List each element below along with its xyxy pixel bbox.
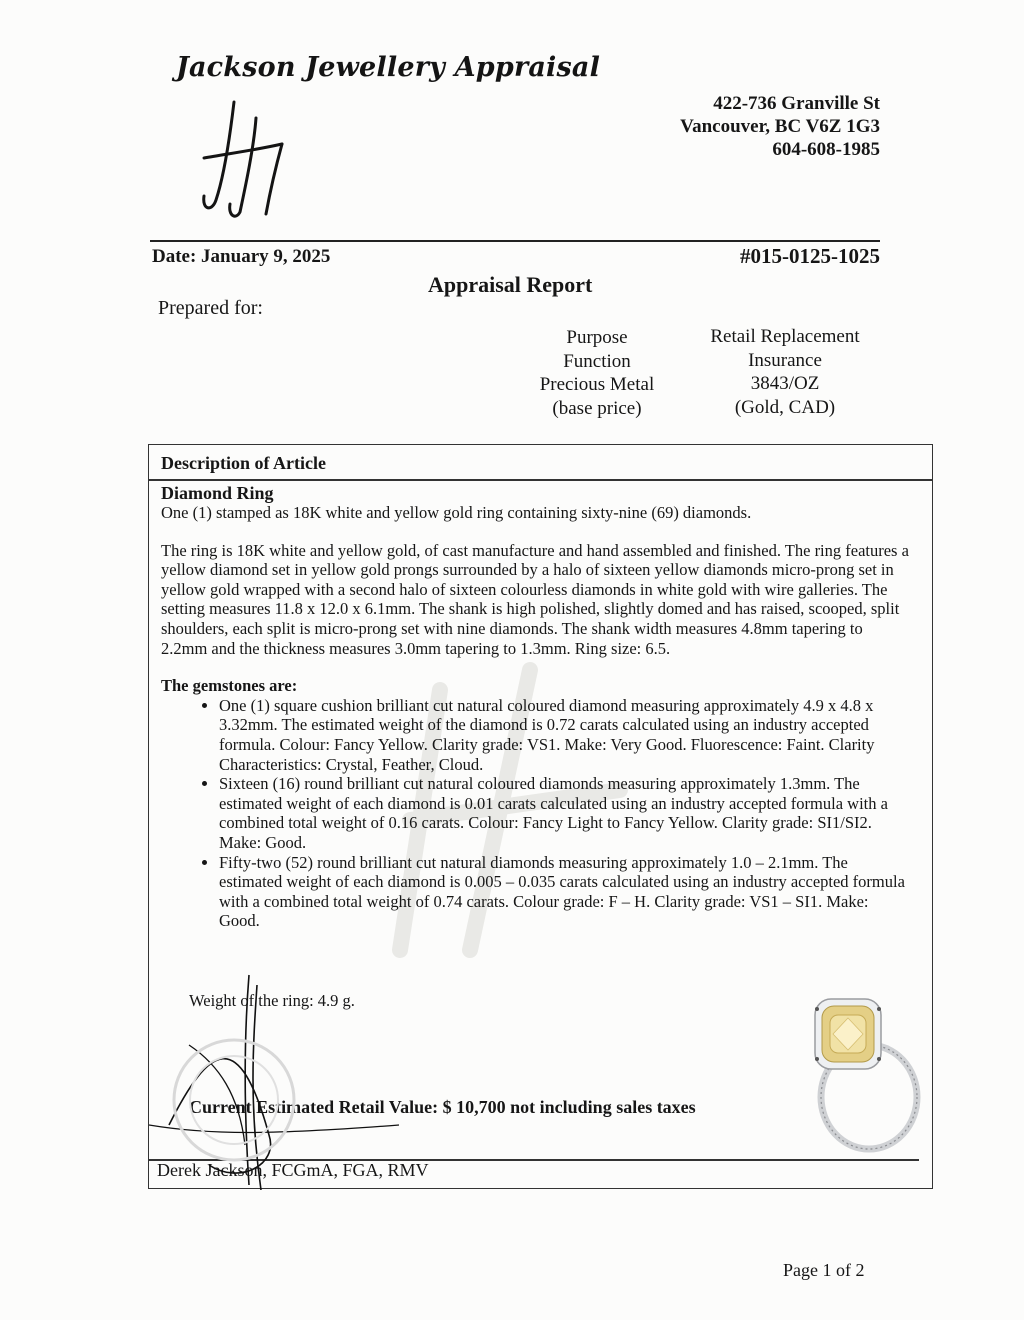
meta-label-metal: Precious Metal [539,374,655,395]
header-rule [150,240,880,242]
company-logo-text: Jackson Jewellery Appraisal [176,52,601,83]
description-box [148,444,933,1189]
report-date: Date: January 9, 2025 [152,246,331,267]
gemstone-item-colourless: • Fifty-two (52) round brilliant cut natural diamonds measuring approximately 1.0 – 2.1mm. The estimated weight of each diamond is 0.005 – 0.035 carats calculated using an industry accepted formula with a combined total weight of 0.74 carats. Colour grade: F – H. Clarity grade: VS1 – SI1. Make: Good. [219,853,910,931]
meta-value-function: Insurance [748,349,822,371]
signer-name: Derek Jackson, FCGmA, FGA, RMV [157,1160,429,1180]
ring-photo [797,985,925,1155]
address-line-phone: 604-608-1985 [772,139,880,160]
item-title: Diamond Ring [161,483,274,503]
meta-label-purpose: Purpose [566,327,628,348]
meta-value-purpose: Retail Replacement [710,326,860,347]
meta-label-function: Function [563,350,631,372]
item-description: The ring is 18K white and yellow gold, of cast manufacture and hand assembled and finished. The ring features a yellow diamond set in yellow gold prongs surrounded by a halo of sixteen yellow diamonds micro-prong set in yellow gold wrapped with a second halo of sixteen colourless diamonds in white gold with wire galleries. The setting measures 11.8 x 12.0 x 6.1mm. The shank is high polished, slightly domed and has raised, scooped, split shoulders, each split is micro-prong set with nine diamonds. The shank width measures 4.8mm tapering to 2.2mm and the thickness measures 3.0mm tapering to 1.3mm. Ring size: 6.5. [161,540,909,658]
meta-label-base: (base price) [552,397,642,419]
report-title: Appraisal Report [428,272,593,297]
gemstones-heading: The gemstones are: [161,676,298,696]
ring-weight: Weight of the ring: 4.9 g. [189,991,355,1010]
company-monogram-logo [196,96,296,220]
item-summary: One (1) stamped as 18K white and yellow gold ring containing sixty-nine (69) diamonds. [161,503,752,522]
address-line-street: 422-736 Granville St [713,93,880,114]
gemstones-list [161,696,910,931]
gemstone-item-center: • One (1) square cushion brilliant cut natural coloured diamond measuring approximately 4.9 x 4.8 x 3.32mm. The estimated weight of the diamond is 0.72 carats calculated using an industry accepted formula. Colour: Fancy Yellow. Clarity grade: VS1. Make: Very Good. Fluorescence: Faint. Clarity Characteristics: Crystal, Feather, Cloud. [219,696,910,774]
page-number: Page 1 of 2 [783,1260,865,1280]
meta-values [700,325,870,419]
gemstone-item-halo-yellow: • Sixteen (16) round brilliant cut natural coloured diamonds measuring approximately 1.3mm. The estimated weight of each diamond is 0.01 carats calculated using an industry accepted formula with a combined total weight of 0.16 carats. Colour: Fancy Light to Fancy Yellow. Clarity grade: SI1/SI2. Make: Good. [219,774,910,852]
report-number: #015-0125-1025 [740,244,880,268]
meta-value-metal: 3843/OZ [750,373,820,394]
estimated-retail-value: Current Estimated Retail Value: $ 10,700 not including sales taxes [189,1097,696,1117]
address-line-city: Vancouver, BC V6Z 1G3 [680,116,880,137]
prepared-for-label: Prepared for: [158,297,263,319]
description-heading: Description of Article [161,453,326,473]
description-content [161,483,910,931]
meta-value-base: (Gold, CAD) [734,396,836,418]
meta-labels [530,326,664,420]
company-address [680,92,880,161]
description-heading-rule [149,479,932,481]
